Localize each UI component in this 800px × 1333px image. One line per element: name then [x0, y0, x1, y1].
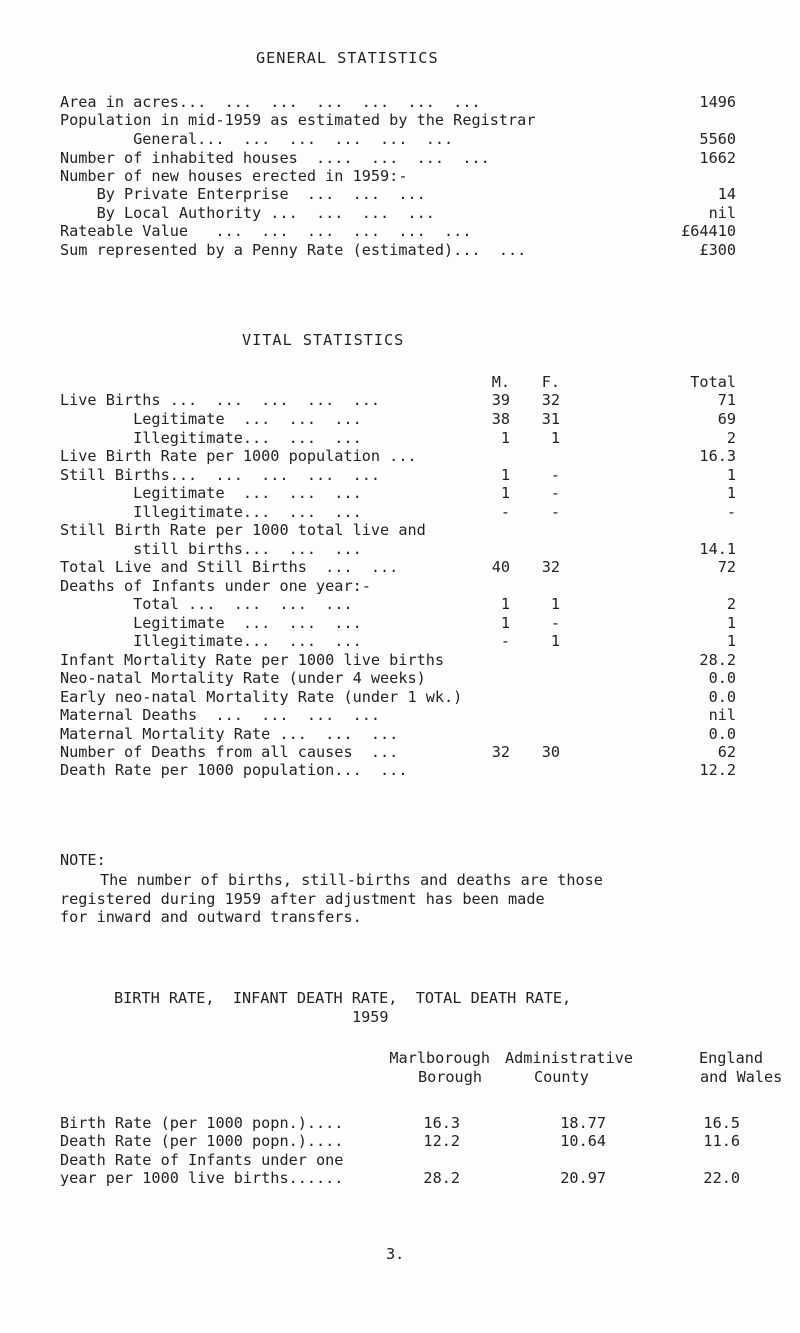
rates-title: BIRTH RATE, INFANT DEATH RATE, TOTAL DEATH RATE, — [114, 989, 572, 1007]
vital-row-label: Early neo-natal Mortality Rate (under 1 wk.) — [60, 688, 463, 706]
vital-female: 1 — [550, 595, 560, 613]
rate-marlborough: 28.2 — [423, 1169, 460, 1187]
rates-row-label: Birth Rate (per 1000 popn.).... — [60, 1114, 344, 1132]
vital-total: 2 — [726, 429, 736, 447]
vital-female: 30 — [541, 743, 560, 761]
column-header-england-wales: and Wales — [700, 1068, 783, 1086]
general-row-value: 1662 — [699, 149, 736, 167]
note-line: The number of births, still-births and deaths are those — [100, 871, 603, 889]
vital-total: 71 — [717, 391, 736, 409]
vital-row-label: Total ... ... ... ... — [60, 595, 353, 613]
vital-total: 1 — [726, 484, 736, 502]
vital-female: 31 — [541, 410, 560, 428]
vital-male: 1 — [500, 614, 510, 632]
vital-female: - — [550, 503, 560, 521]
vital-total: 2 — [726, 595, 736, 613]
general-row-label: By Private Enterprise ... ... ... — [60, 185, 426, 203]
general-row-label: Number of inhabited houses .... ... ... ... — [60, 149, 490, 167]
rates-row-label: Death Rate (per 1000 popn.).... — [60, 1132, 344, 1150]
vital-total: 12.2 — [699, 761, 736, 779]
general-row-label: Area in acres... ... ... ... ... ... ... — [60, 93, 481, 111]
column-header-county: County — [534, 1068, 589, 1086]
vital-male: - — [500, 503, 510, 521]
vital-female: 32 — [541, 391, 560, 409]
vital-row-label: Death Rate per 1000 population... ... — [60, 761, 408, 779]
general-statistics-title: GENERAL STATISTICS — [256, 49, 439, 67]
rates-row-label: year per 1000 live births...... — [60, 1169, 344, 1187]
vital-male: 1 — [500, 466, 510, 484]
vital-total: 0.0 — [708, 688, 736, 706]
vital-row-label: Legitimate ... ... ... — [60, 484, 362, 502]
vital-row-label: Legitimate ... ... ... — [60, 614, 362, 632]
vital-total: 1 — [726, 466, 736, 484]
vital-male: 1 — [500, 595, 510, 613]
vital-male: 1 — [500, 484, 510, 502]
vital-row-label: Live Birth Rate per 1000 population ... — [60, 447, 417, 465]
vital-male: - — [500, 632, 510, 650]
vital-total: - — [726, 503, 736, 521]
general-row-value: nil — [708, 204, 736, 222]
vital-male: 40 — [491, 558, 510, 576]
general-row-label: Number of new houses erected in 1959:- — [60, 167, 408, 185]
column-header-county: Administrative — [505, 1049, 634, 1067]
vital-total: 1 — [726, 632, 736, 650]
general-row-label: General... ... ... ... ... ... — [60, 130, 454, 148]
vital-row-label: Neo-natal Mortality Rate (under 4 weeks) — [60, 669, 426, 687]
vital-row-label: Legitimate ... ... ... — [60, 410, 362, 428]
rate-marlborough: 12.2 — [423, 1132, 460, 1150]
column-header-marlborough: Marlborough — [389, 1049, 490, 1067]
rate-county: 10.64 — [560, 1132, 606, 1150]
vital-male: 1 — [500, 429, 510, 447]
vital-male: 39 — [491, 391, 510, 409]
general-row-value: £64410 — [681, 222, 736, 240]
vital-row-label: Total Live and Still Births ... ... — [60, 558, 399, 576]
vital-male: 38 — [491, 410, 510, 428]
rate-county: 18.77 — [560, 1114, 606, 1132]
rate-england-wales: 22.0 — [703, 1169, 740, 1187]
note-line: registered during 1959 after adjustment has been made — [60, 890, 545, 908]
vital-total: 0.0 — [708, 669, 736, 687]
vital-statistics-title: VITAL STATISTICS — [242, 331, 405, 349]
vital-female: - — [550, 466, 560, 484]
vital-row-label: Still Births... ... ... ... ... — [60, 466, 381, 484]
vital-female: 32 — [541, 558, 560, 576]
column-header-female: F. — [541, 373, 560, 391]
column-header-male: M. — [491, 373, 510, 391]
general-row-label: Rateable Value ... ... ... ... ... ... — [60, 222, 472, 240]
rate-england-wales: 16.5 — [703, 1114, 740, 1132]
vital-row-label: Illegitimate... ... ... — [60, 503, 362, 521]
vital-row-label: Maternal Deaths ... ... ... ... — [60, 706, 381, 724]
vital-row-label: Live Births ... ... ... ... ... — [60, 391, 381, 409]
vital-row-label: Deaths of Infants under one year:- — [60, 577, 371, 595]
vital-total: 72 — [717, 558, 736, 576]
vital-total: 69 — [717, 410, 736, 428]
general-row-value: 5560 — [699, 130, 736, 148]
note-heading: NOTE: — [60, 851, 106, 869]
vital-row-label: Number of Deaths from all causes ... — [60, 743, 399, 761]
vital-female: 1 — [550, 429, 560, 447]
column-header-england-wales: England — [699, 1049, 764, 1067]
rates-year: 1959 — [352, 1008, 389, 1026]
general-row-label: Population in mid-1959 as estimated by the Registrar — [60, 111, 536, 129]
vital-row-label: Illegitimate... ... ... — [60, 632, 362, 650]
vital-total: 14.1 — [699, 540, 736, 558]
vital-male: 32 — [491, 743, 510, 761]
vital-total: 1 — [726, 614, 736, 632]
vital-row-label: Infant Mortality Rate per 1000 live births — [60, 651, 445, 669]
vital-row-label: Still Birth Rate per 1000 total live and — [60, 521, 426, 539]
page-number: 3. — [386, 1245, 405, 1263]
general-row-value: £300 — [699, 241, 736, 259]
rate-county: 20.97 — [560, 1169, 606, 1187]
rate-england-wales: 11.6 — [703, 1132, 740, 1150]
general-row-label: By Local Authority ... ... ... ... — [60, 204, 435, 222]
note-line: for inward and outward transfers. — [60, 908, 362, 926]
general-row-value: 1496 — [699, 93, 736, 111]
rate-marlborough: 16.3 — [423, 1114, 460, 1132]
vital-female: - — [550, 484, 560, 502]
general-row-label: Sum represented by a Penny Rate (estimated)... ... — [60, 241, 527, 259]
vital-total: 16.3 — [699, 447, 736, 465]
vital-row-label: Illegitimate... ... ... — [60, 429, 362, 447]
vital-row-label: still births... ... ... — [60, 540, 362, 558]
vital-total: 28.2 — [699, 651, 736, 669]
vital-total: nil — [708, 706, 736, 724]
vital-female: 1 — [550, 632, 560, 650]
vital-row-label: Maternal Mortality Rate ... ... ... — [60, 725, 399, 743]
rates-row-label: Death Rate of Infants under one — [60, 1151, 344, 1169]
vital-total: 62 — [717, 743, 736, 761]
column-header-total: Total — [690, 373, 736, 391]
vital-total: 0.0 — [708, 725, 736, 743]
vital-female: - — [550, 614, 560, 632]
column-header-marlborough: Borough — [417, 1068, 482, 1086]
general-row-value: 14 — [717, 185, 736, 203]
